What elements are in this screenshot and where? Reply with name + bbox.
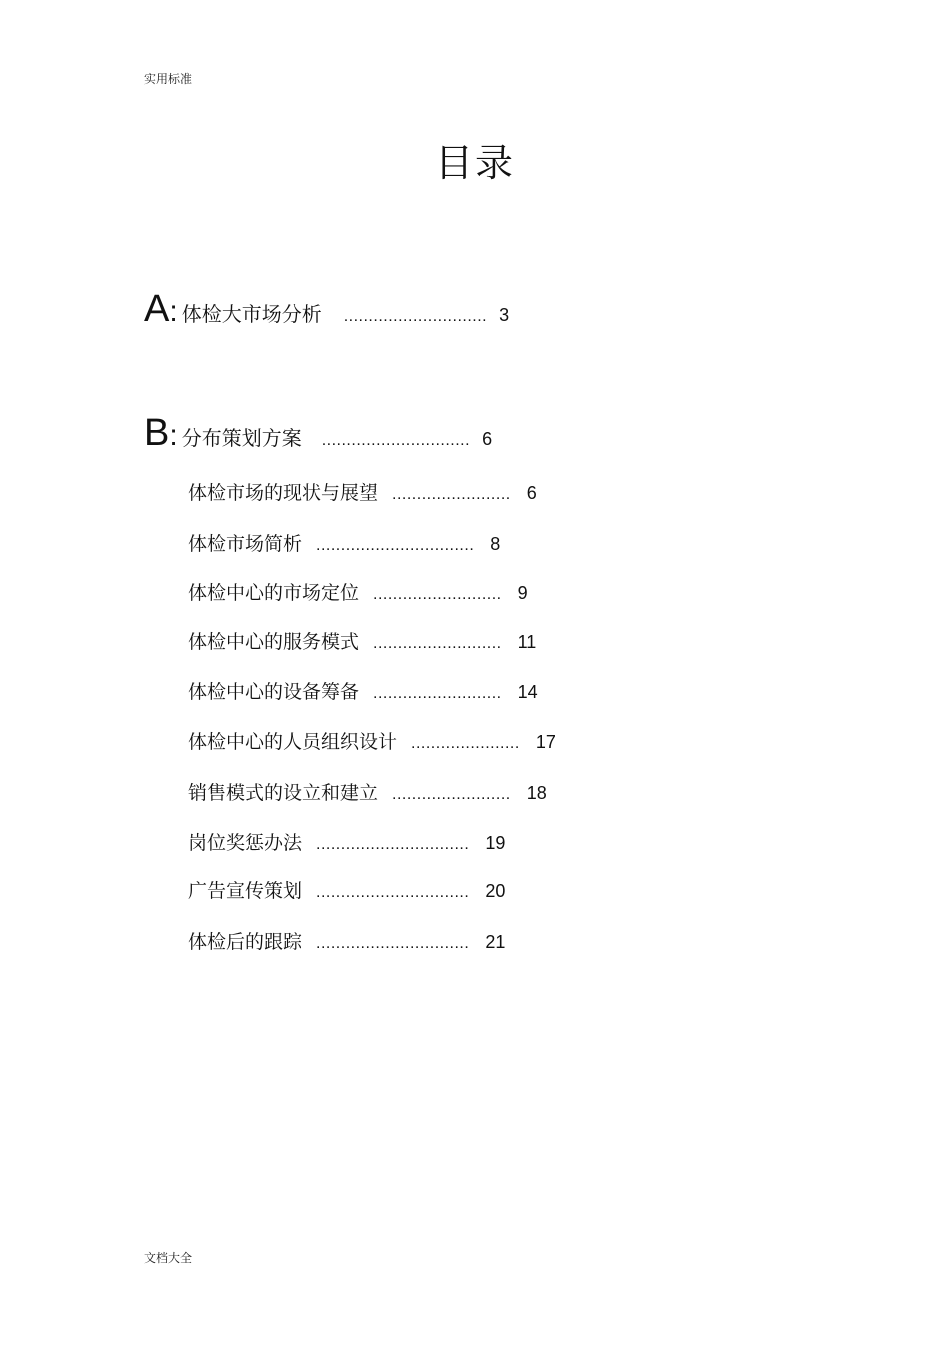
toc-item (188, 578, 528, 605)
toc-item-label: 体检市场的现状与展望 (188, 482, 379, 504)
section-title: 体检大市场分析 (181, 302, 322, 326)
page-number: 14 (517, 682, 538, 702)
leader-dots: ................................ (316, 537, 475, 554)
page-number: 3 (499, 305, 510, 325)
toc-item (188, 677, 538, 704)
toc-item (188, 529, 500, 556)
page-number: 6 (526, 483, 537, 503)
page-number: 8 (490, 534, 501, 554)
section-letter: B (144, 412, 170, 454)
toc-item-label: 广告宣传策划 (188, 880, 303, 902)
leader-dots: ........................ (392, 786, 511, 803)
page-number: 11 (517, 632, 537, 652)
toc-item (188, 927, 505, 954)
toc-item (188, 727, 556, 754)
page-number: 21 (485, 932, 506, 952)
toc-item-label: 体检中心的设备筹备 (188, 681, 360, 703)
page-number: 17 (535, 732, 556, 752)
leader-dots: ............................... (316, 836, 470, 853)
leader-dots: ............................... (316, 935, 470, 952)
page-number: 9 (517, 583, 528, 603)
leader-dots: .......................... (373, 635, 502, 652)
toc-item (188, 828, 505, 855)
toc-item-label: 体检后的跟踪 (188, 931, 303, 953)
leader-dots: ............................. (343, 308, 488, 325)
toc-item-label: 体检中心的人员组织设计 (188, 731, 398, 753)
section-letter: A (144, 288, 170, 330)
leader-dots: ...................... (411, 735, 520, 752)
page-number: 20 (485, 881, 506, 901)
page-number: 6 (482, 429, 493, 449)
toc-item-label: 体检中心的服务模式 (188, 631, 360, 653)
section-title: 分布策划方案 (181, 426, 302, 450)
leader-dots: ........................ (392, 486, 511, 503)
page-footer: 文档大全 (144, 1251, 193, 1265)
toc-section-b (144, 414, 492, 453)
toc-section-a (144, 290, 509, 329)
toc-item-label: 体检中心的市场定位 (188, 582, 360, 604)
leader-dots: .............................. (321, 432, 471, 449)
page-title: 目录 (434, 141, 515, 185)
toc-item-label: 岗位奖惩办法 (188, 832, 303, 854)
page-number: 18 (526, 783, 547, 803)
toc-item (188, 478, 537, 505)
page-header: 实用标准 (144, 72, 193, 86)
leader-dots: .......................... (373, 586, 502, 603)
toc-item-label: 体检市场简析 (188, 533, 303, 555)
leader-dots: .......................... (373, 685, 502, 702)
section-colon: : (169, 295, 178, 328)
page-number: 19 (485, 833, 506, 853)
toc-item (188, 778, 547, 805)
leader-dots: ............................... (316, 884, 470, 901)
toc-item-label: 销售模式的设立和建立 (188, 782, 379, 804)
section-colon: : (169, 419, 178, 452)
toc-item (188, 627, 536, 654)
toc-item (188, 876, 505, 903)
